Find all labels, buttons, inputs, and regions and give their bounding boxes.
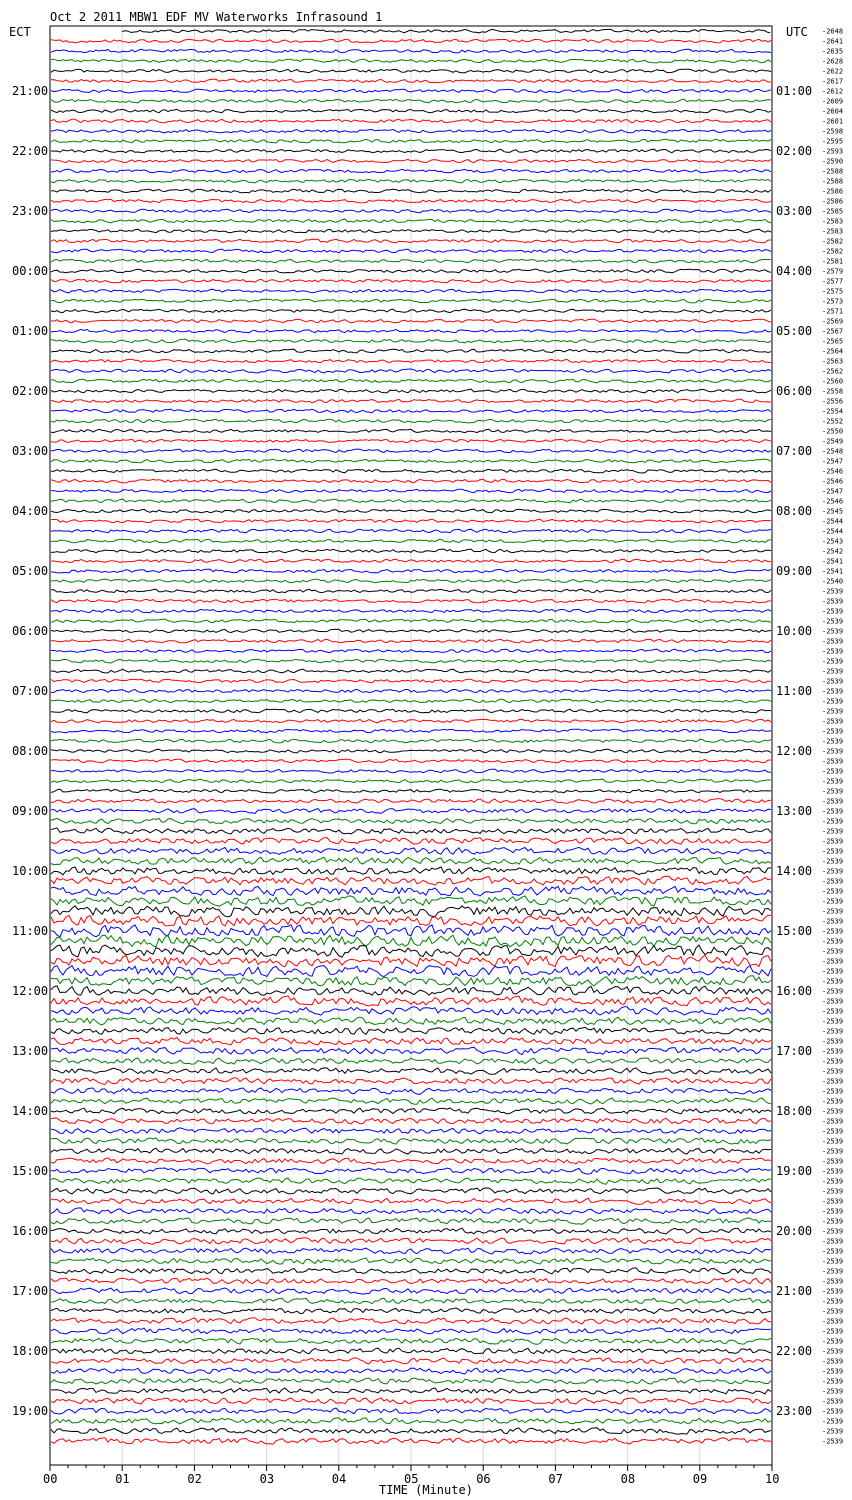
trace-count-label: -2543 xyxy=(822,537,844,546)
trace-count-label: -2595 xyxy=(822,137,844,146)
right-hour-label: 21:00 xyxy=(776,1284,813,1298)
trace-count-label: -2539 xyxy=(822,747,844,756)
trace-count-label: -2581 xyxy=(822,257,844,266)
trace-count-label: -2590 xyxy=(822,157,844,166)
right-hour-label: 10:00 xyxy=(776,624,813,638)
trace-count-label: -2541 xyxy=(822,567,844,576)
trace-count-label: -2598 xyxy=(822,127,844,136)
trace-count-label: -2539 xyxy=(822,967,844,976)
trace-count-label: -2539 xyxy=(822,1307,844,1316)
trace-count-label: -2539 xyxy=(822,1397,844,1406)
trace-count-label: -2539 xyxy=(822,1437,844,1446)
trace-count-label: -2539 xyxy=(822,1227,844,1236)
trace-count-label: -2609 xyxy=(822,97,844,106)
trace-count-label: -2539 xyxy=(822,1017,844,1026)
trace-count-label: -2539 xyxy=(822,1367,844,1376)
left-hour-label: 19:00 xyxy=(12,1404,49,1418)
trace-count-label: -2604 xyxy=(822,107,844,116)
trace-count-label: -2544 xyxy=(822,517,844,526)
trace-count-label: -2583 xyxy=(822,217,844,226)
trace-count-label: -2539 xyxy=(822,1047,844,1056)
trace-count-label: -2539 xyxy=(822,997,844,1006)
trace-count-label: -2549 xyxy=(822,437,844,446)
trace-count-label: -2641 xyxy=(822,37,844,46)
trace-count-label: -2539 xyxy=(822,867,844,876)
trace-count-label: -2539 xyxy=(822,657,844,666)
trace-count-label: -2539 xyxy=(822,667,844,676)
left-hour-label: 21:00 xyxy=(12,84,49,98)
trace-count-label: -2539 xyxy=(822,837,844,846)
trace-count-label: -2539 xyxy=(822,1377,844,1386)
chart-title: Oct 2 2011 MBW1 EDF MV Waterworks Infrasound 1 xyxy=(50,10,383,24)
left-hour-label: 22:00 xyxy=(12,144,49,158)
left-timezone-label: ECT xyxy=(9,25,31,39)
trace-count-label: -2539 xyxy=(822,1287,844,1296)
trace-count-label: -2583 xyxy=(822,227,844,236)
trace-count-label: -2539 xyxy=(822,847,844,856)
trace-count-label: -2588 xyxy=(822,167,844,176)
trace-count-label: -2539 xyxy=(822,1167,844,1176)
trace-count-label: -2539 xyxy=(822,1317,844,1326)
trace-count-label: -2539 xyxy=(822,1137,844,1146)
right-hour-label: 09:00 xyxy=(776,564,813,578)
trace-count-label: -2539 xyxy=(822,1257,844,1266)
x-tick-label: 00 xyxy=(43,1472,58,1486)
x-tick-label: 06 xyxy=(476,1472,491,1486)
trace-count-label: -2540 xyxy=(822,577,844,586)
trace-count-label: -2539 xyxy=(822,1297,844,1306)
trace-count-label: -2577 xyxy=(822,277,844,286)
trace-count-label: -2546 xyxy=(822,477,844,486)
trace-count-label: -2539 xyxy=(822,727,844,736)
trace-count-label: -2648 xyxy=(822,27,844,36)
trace-count-label: -2545 xyxy=(822,507,844,516)
trace-count-label: -2539 xyxy=(822,1347,844,1356)
trace-count-label: -2617 xyxy=(822,77,844,86)
trace-count-label: -2564 xyxy=(822,347,844,356)
trace-count-label: -2539 xyxy=(822,617,844,626)
trace-count-label: -2539 xyxy=(822,677,844,686)
left-hour-label: 16:00 xyxy=(12,1224,49,1238)
trace-count-label: -2539 xyxy=(822,607,844,616)
trace-count-label: -2539 xyxy=(822,637,844,646)
right-hour-label: 19:00 xyxy=(776,1164,813,1178)
x-tick-label: 01 xyxy=(115,1472,130,1486)
left-hour-label: 10:00 xyxy=(12,864,49,878)
left-hour-label: 14:00 xyxy=(12,1104,49,1118)
trace-count-label: -2539 xyxy=(822,1097,844,1106)
trace-count-label: -2593 xyxy=(822,147,844,156)
trace-count-label: -2546 xyxy=(822,467,844,476)
right-hour-label: 16:00 xyxy=(776,984,813,998)
trace-count-label: -2554 xyxy=(822,407,844,416)
trace-count-label: -2622 xyxy=(822,67,844,76)
trace-count-label: -2541 xyxy=(822,557,844,566)
trace-count-label: -2552 xyxy=(822,417,844,426)
trace-count-label: -2539 xyxy=(822,1247,844,1256)
x-tick-label: 05 xyxy=(404,1472,419,1486)
right-hour-label: 11:00 xyxy=(776,684,813,698)
right-hour-label: 06:00 xyxy=(776,384,813,398)
trace-count-label: -2585 xyxy=(822,207,844,216)
trace-count-label: -2539 xyxy=(822,1267,844,1276)
left-hour-label: 12:00 xyxy=(12,984,49,998)
trace-count-label: -2565 xyxy=(822,337,844,346)
trace-count-label: -2539 xyxy=(822,717,844,726)
trace-count-label: -2558 xyxy=(822,387,844,396)
right-hour-label: 05:00 xyxy=(776,324,813,338)
right-hour-label: 13:00 xyxy=(776,804,813,818)
trace-count-label: -2539 xyxy=(822,907,844,916)
trace-count-label: -2582 xyxy=(822,247,844,256)
trace-count-label: -2539 xyxy=(822,627,844,636)
trace-count-label: -2539 xyxy=(822,1127,844,1136)
trace-count-label: -2548 xyxy=(822,447,844,456)
right-hour-label: 23:00 xyxy=(776,1404,813,1418)
trace-count-label: -2539 xyxy=(822,1067,844,1076)
trace-count-label: -2582 xyxy=(822,237,844,246)
trace-count-label: -2539 xyxy=(822,1417,844,1426)
trace-count-label: -2539 xyxy=(822,767,844,776)
trace-count-label: -2601 xyxy=(822,117,844,126)
trace-count-label: -2539 xyxy=(822,1147,844,1156)
trace-count-label: -2539 xyxy=(822,1237,844,1246)
trace-count-label: -2569 xyxy=(822,317,844,326)
right-hour-label: 08:00 xyxy=(776,504,813,518)
trace-count-label: -2560 xyxy=(822,377,844,386)
left-hour-label: 04:00 xyxy=(12,504,49,518)
trace-count-label: -2542 xyxy=(822,547,844,556)
left-hour-label: 09:00 xyxy=(12,804,49,818)
trace-count-label: -2539 xyxy=(822,757,844,766)
trace-count-label: -2539 xyxy=(822,1157,844,1166)
x-tick-label: 03 xyxy=(259,1472,275,1486)
trace-count-label: -2539 xyxy=(822,587,844,596)
trace-count-label: -2539 xyxy=(822,1027,844,1036)
trace-count-label: -2539 xyxy=(822,947,844,956)
x-tick-label: 09 xyxy=(692,1472,708,1486)
left-hour-label: 03:00 xyxy=(12,444,49,458)
trace-count-label: -2556 xyxy=(822,397,844,406)
trace-count-label: -2635 xyxy=(822,47,844,56)
trace-count-label: -2539 xyxy=(822,817,844,826)
left-hour-label: 13:00 xyxy=(12,1044,49,1058)
left-hour-label: 02:00 xyxy=(12,384,49,398)
trace-count-label: -2571 xyxy=(822,307,844,316)
trace-count-label: -2539 xyxy=(822,897,844,906)
left-hour-label: 06:00 xyxy=(12,624,49,638)
trace-count-label: -2539 xyxy=(822,1177,844,1186)
right-hour-label: 17:00 xyxy=(776,1044,813,1058)
left-hour-label: 05:00 xyxy=(12,564,49,578)
trace-count-label: -2539 xyxy=(822,1427,844,1436)
x-tick-label: 07 xyxy=(548,1472,563,1486)
trace-count-label: -2539 xyxy=(822,937,844,946)
trace-count-label: -2539 xyxy=(822,977,844,986)
right-hour-label: 18:00 xyxy=(776,1104,813,1118)
trace-count-label: -2547 xyxy=(822,487,844,496)
trace-count-label: -2547 xyxy=(822,457,844,466)
trace-count-label: -2539 xyxy=(822,1337,844,1346)
x-axis-label: TIME (Minute) xyxy=(379,1483,473,1497)
trace-count-label: -2539 xyxy=(822,1357,844,1366)
trace-count-label: -2539 xyxy=(822,1197,844,1206)
trace-count-label: -2539 xyxy=(822,1077,844,1086)
trace-count-label: -2539 xyxy=(822,1007,844,1016)
trace-count-label: -2579 xyxy=(822,267,844,276)
right-hour-label: 20:00 xyxy=(776,1224,813,1238)
trace-count-label: -2628 xyxy=(822,57,844,66)
right-hour-label: 15:00 xyxy=(776,924,813,938)
trace-count-label: -2562 xyxy=(822,367,844,376)
trace-count-label: -2539 xyxy=(822,1407,844,1416)
trace-count-label: -2539 xyxy=(822,857,844,866)
trace-count-label: -2586 xyxy=(822,187,844,196)
trace-count-label: -2539 xyxy=(822,647,844,656)
trace-count-label: -2539 xyxy=(822,887,844,896)
trace-count-label: -2539 xyxy=(822,1037,844,1046)
trace-count-label: -2544 xyxy=(822,527,844,536)
right-hour-label: 03:00 xyxy=(776,204,813,218)
right-hour-label: 14:00 xyxy=(776,864,813,878)
trace-count-label: -2539 xyxy=(822,707,844,716)
x-tick-label: 02 xyxy=(187,1472,202,1486)
left-hour-label: 11:00 xyxy=(12,924,49,938)
trace-count-label: -2539 xyxy=(822,1087,844,1096)
right-hour-label: 22:00 xyxy=(776,1344,813,1358)
trace-count-label: -2539 xyxy=(822,737,844,746)
right-hour-label: 01:00 xyxy=(776,84,813,98)
trace-count-label: -2575 xyxy=(822,287,844,296)
trace-count-label: -2612 xyxy=(822,87,844,96)
trace-count-label: -2546 xyxy=(822,497,844,506)
left-hour-label: 23:00 xyxy=(12,204,49,218)
x-tick-label: 08 xyxy=(620,1472,636,1486)
trace-count-label: -2539 xyxy=(822,1207,844,1216)
trace-count-label: -2539 xyxy=(822,957,844,966)
trace-count-label: -2539 xyxy=(822,917,844,926)
trace-count-label: -2539 xyxy=(822,797,844,806)
trace-count-label: -2588 xyxy=(822,177,844,186)
trace-count-label: -2539 xyxy=(822,1057,844,1066)
trace-count-label: -2539 xyxy=(822,877,844,886)
trace-count-label: -2539 xyxy=(822,777,844,786)
left-hour-label: 18:00 xyxy=(12,1344,49,1358)
right-hour-label: 02:00 xyxy=(776,144,813,158)
trace-count-label: -2586 xyxy=(822,197,844,206)
trace-count-label: -2539 xyxy=(822,1327,844,1336)
right-hour-label: 04:00 xyxy=(776,264,813,278)
x-tick-label: 04 xyxy=(331,1472,347,1486)
right-hour-label: 07:00 xyxy=(776,444,813,458)
left-hour-label: 00:00 xyxy=(12,264,49,278)
right-hour-label: 12:00 xyxy=(776,744,813,758)
trace-count-label: -2539 xyxy=(822,1277,844,1286)
trace-count-label: -2539 xyxy=(822,1107,844,1116)
trace-count-label: -2539 xyxy=(822,597,844,606)
right-timezone-label: UTC xyxy=(786,25,808,39)
trace-count-label: -2573 xyxy=(822,297,844,306)
trace-count-label: -2539 xyxy=(822,787,844,796)
trace-count-label: -2539 xyxy=(822,827,844,836)
trace-count-label: -2539 xyxy=(822,927,844,936)
left-hour-label: 01:00 xyxy=(12,324,49,338)
trace-count-label: -2539 xyxy=(822,697,844,706)
trace-count-label: -2550 xyxy=(822,427,844,436)
trace-count-label: -2539 xyxy=(822,1387,844,1396)
trace-count-label: -2539 xyxy=(822,807,844,816)
trace-count-label: -2539 xyxy=(822,1217,844,1226)
trace-count-label: -2539 xyxy=(822,687,844,696)
trace-count-label: -2567 xyxy=(822,327,844,336)
trace-count-label: -2563 xyxy=(822,357,844,366)
left-hour-label: 17:00 xyxy=(12,1284,49,1298)
left-hour-label: 15:00 xyxy=(12,1164,49,1178)
trace-count-label: -2539 xyxy=(822,1187,844,1196)
left-hour-label: 07:00 xyxy=(12,684,49,698)
trace-count-label: -2539 xyxy=(822,1117,844,1126)
left-hour-label: 08:00 xyxy=(12,744,49,758)
trace-count-label: -2539 xyxy=(822,987,844,996)
x-tick-label: 10 xyxy=(765,1472,780,1486)
